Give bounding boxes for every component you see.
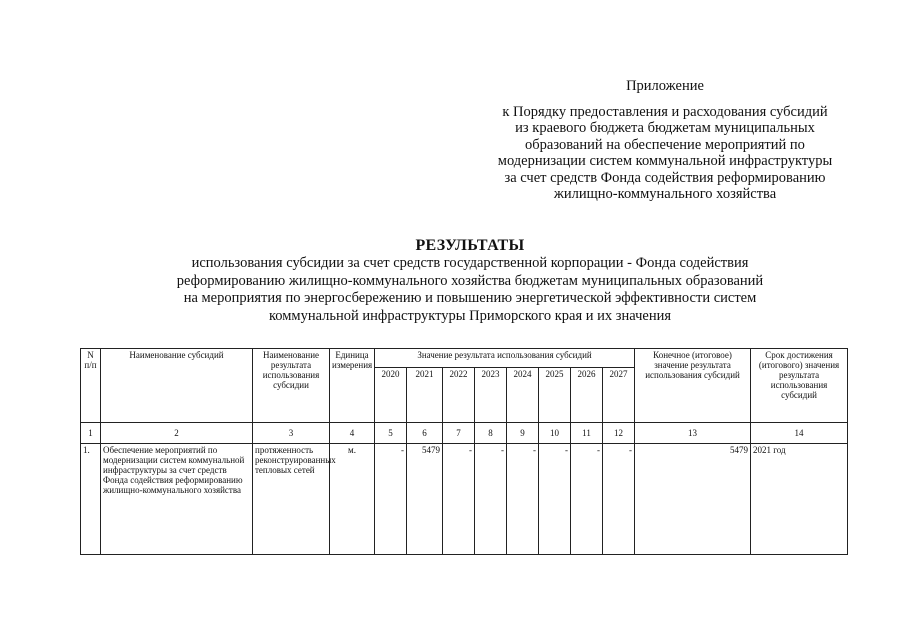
table-row: [81, 444, 848, 555]
header-year: 2025: [539, 368, 571, 423]
column-number: 2: [101, 423, 253, 444]
header-num: N п/п: [81, 349, 101, 423]
column-number: 12: [603, 423, 635, 444]
row-value-2027: -: [603, 444, 635, 555]
header-result-name: Наименование результата использования субсидии: [253, 349, 330, 423]
column-number: 8: [475, 423, 507, 444]
row-value-2021: 5479: [407, 444, 443, 555]
document-subtitle-line: использования субсидии за счет средств государственной корпорации - Фонда содействия: [191, 255, 749, 271]
column-number: 4: [330, 423, 375, 444]
column-number-row: [81, 423, 848, 444]
appendix-line: образований на обеспечение мероприятий по: [525, 136, 805, 153]
column-number: 5: [375, 423, 407, 444]
appendix-title: Приложение: [626, 78, 704, 94]
document-subtitle-line: коммунальной инфраструктуры Приморского края и их значения: [268, 307, 672, 324]
header-year: 2021: [407, 368, 443, 423]
appendix-line: к Порядку предоставления и расходования субсидий: [502, 103, 828, 120]
header-final-value: Конечное (итоговое) значение результата использования субсидий: [635, 349, 751, 423]
column-number: 9: [507, 423, 539, 444]
row-unit: м.: [330, 444, 375, 555]
header-year: 2022: [443, 368, 475, 423]
row-value-2023: -: [475, 444, 507, 555]
document-title: РЕЗУЛЬТАТЫ: [415, 237, 525, 254]
column-number: 11: [571, 423, 603, 444]
column-number: 3: [253, 423, 330, 444]
column-number: 14: [751, 423, 848, 444]
appendix-block: [480, 78, 850, 203]
appendix-line: за счет средств Фонда содействия реформированию: [504, 169, 826, 186]
row-value-2024: -: [507, 444, 539, 555]
row-value-2026: -: [571, 444, 603, 555]
column-number: 7: [443, 423, 475, 444]
appendix-line: жилищно-коммунального хозяйства: [553, 186, 777, 202]
document-heading: [150, 237, 790, 325]
row-value-2022: -: [443, 444, 475, 555]
appendix-line: из краевого бюджета бюджетам муниципальных: [515, 120, 815, 136]
document-subtitle-line: на мероприятия по энергосбережению и повышению энергетической эффективности систем: [183, 290, 757, 306]
row-deadline: 2021 год: [751, 444, 848, 555]
row-final-value: 5479: [635, 444, 751, 555]
table-header-row: [81, 349, 848, 368]
column-number: 1: [81, 423, 101, 444]
header-year: 2024: [507, 368, 539, 423]
document-subtitle-line: реформированию жилищно-коммунального хозяйства бюджетам муниципальных образований: [176, 272, 764, 289]
header-values-group: Значение результата использования субсидий: [375, 349, 635, 368]
header-year: 2020: [375, 368, 407, 423]
header-year: 2023: [475, 368, 507, 423]
header-deadline: Срок достижения (итогового) значения результата использования субсидий: [751, 349, 848, 423]
appendix-line: модернизации систем коммунальной инфраструктуры: [497, 153, 833, 169]
column-number: 6: [407, 423, 443, 444]
column-number: 10: [539, 423, 571, 444]
row-result-name: протяженность реконструированных тепловых сетей: [253, 444, 330, 555]
header-subsidy-name: Наименование субсидий: [101, 349, 253, 423]
header-year: 2026: [571, 368, 603, 423]
header-unit: Единица измерения: [330, 349, 375, 423]
row-value-2020: -: [375, 444, 407, 555]
row-value-2025: -: [539, 444, 571, 555]
row-num: 1.: [81, 444, 101, 555]
results-table: [80, 348, 848, 555]
header-year: 2027: [603, 368, 635, 423]
column-number: 13: [635, 423, 751, 444]
row-subsidy-name: Обеспечение мероприятий по модернизации систем коммунальной инфраструктуры за счет средств Фонда содействия реформированию жилищно-коммунального хозяйства: [101, 444, 253, 555]
